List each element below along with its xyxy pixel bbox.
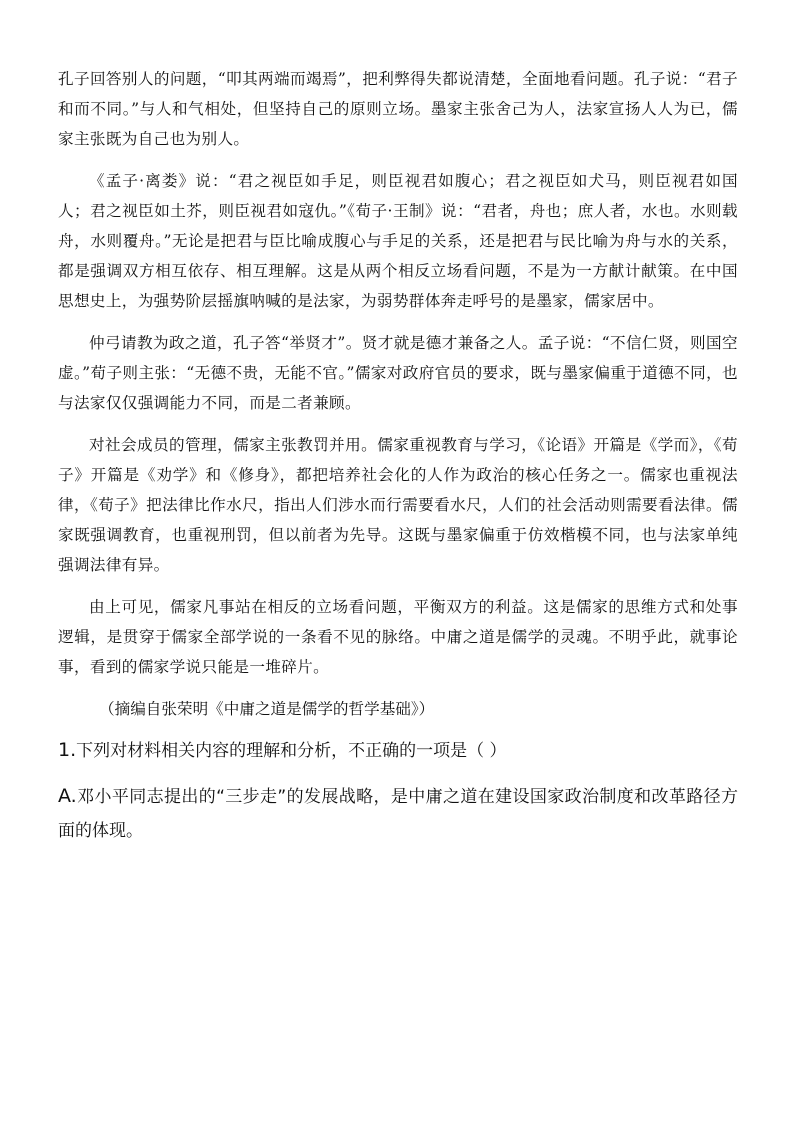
passage-paragraph-5: 由上可见，儒家凡事站在相反的立场看问题，平衡双方的利益。这是儒家的思维方式和处事逻辑，是贯穿于儒家全部学说的一条看不见的脉络。中庸之道是儒学的灵魂。不明乎此，就事论事，看到的儒家学说只能是一堆碎片。 xyxy=(58,598,738,676)
passage-paragraph-4: 对社会成员的管理，儒家主张教罚并用。儒家重视教育与学习，《论语》开篇是《学而》，《荀子》开篇是《劝学》和《修身》，都把培养社会化的人作为政治的核心任务之一。儒家也重视法律，《荀子》把法律比作水尺，指出人们涉水而行需要看水尺，人们的社会活动则需要看法律。儒家既强调教育，也重视刑罚，但以前者为先导。这既与墨家偏重于仿效楷模不同，也与法家单纯强调法律有异。 xyxy=(58,436,738,574)
document-page xyxy=(58,64,738,848)
option-text: 邓小平同志提出的“三步走”的发展战略，是中庸之道在建设国家政治制度和改革路径方面的体现。 xyxy=(58,787,738,841)
passage-paragraph-2: 《孟子·离娄》说：“君之视臣如手足，则臣视君如腹心；君之视臣如犬马，则臣视君如国人；君之视臣如土芥，则臣视君如寇仇。”《荀子·王制》说：“君者，舟也；庶人者，水也。水则载舟，水则覆舟。”无论是把君与臣比喻成腹心与手足的关系，还是把君与民比喻为舟与水的关系，都是强调双方相互依存、相互理解。这是从两个相反立场看问题，不是为一方献计献策。在中国思想史上，为强势阶层摇旗呐喊的是法家，为弱势群体奔走呼号的是墨家，儒家居中。 xyxy=(58,172,738,310)
option-letter: A. xyxy=(58,785,77,807)
question-text: 下列对材料相关内容的理解和分析，不正确的一项是（ ） xyxy=(76,741,507,761)
passage-paragraph-3: 仲弓请教为政之道，孔子答“举贤才”。贤才就是德才兼备之人。孟子说：“不信仁贤，则国空虚。”荀子则主张：“无德不贵，无能不官。”儒家对政府官员的要求，既与墨家偏重于道德不同，也与法家仅仅强调能力不同，而是二者兼顾。 xyxy=(58,334,738,412)
question-number: 1. xyxy=(58,739,77,761)
passage-source: （摘编自张荣明《中庸之道是儒学的哲学基础》） xyxy=(99,700,435,718)
option-a xyxy=(58,779,738,848)
question-1 xyxy=(58,734,738,767)
passage-paragraph-1: 孔子回答别人的问题，“叩其两端而竭焉”，把利弊得失都说清楚，全面地看问题。孔子说：“君子和而不同。”与人和气相处，但坚持自己的原则立场。墨家主张舍己为人，法家宣扬人人为已，儒家主张既为自己也为别人。 xyxy=(58,70,738,148)
